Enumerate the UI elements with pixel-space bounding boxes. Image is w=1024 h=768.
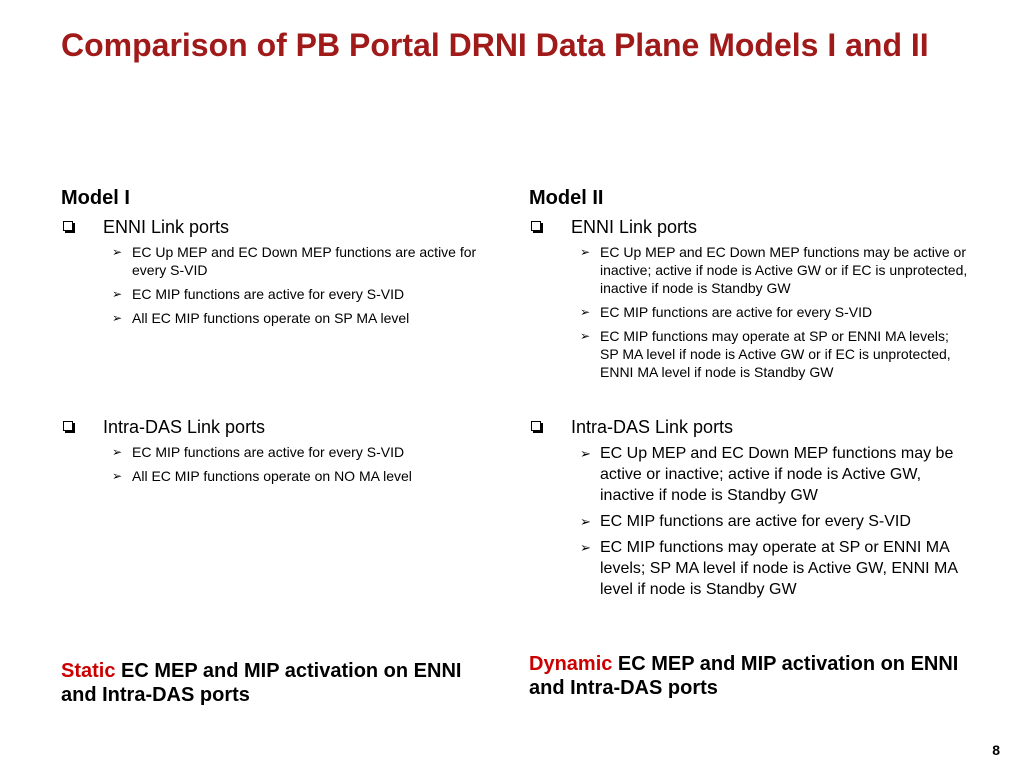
enni-link-ports-label: ENNI Link ports [103,217,230,237]
list-item: ➢ EC MIP functions are active for every S-VID [112,444,405,460]
arrow-bullet-icon: ➢ [112,311,123,325]
arrow-bullet-icon: ➢ [580,329,591,343]
list-item: ➢ All EC MIP functions operate on NO MA level [112,468,412,484]
enni-link-ports-item [529,216,969,238]
arrow-bullet-icon: ➢ [112,469,123,483]
summary-highlight: Dynamic [529,653,613,675]
arrow-bullet-icon: ➢ [112,287,123,301]
enni-link-ports-item [61,216,481,238]
list-item: ➢ EC Up MEP and EC Down MEP functions are active for every S-VID [112,244,477,278]
summary-text: EC MEP and MIP activation on ENNI and Intra-DAS ports [61,660,462,706]
intra-das-link-ports-item [61,416,481,438]
arrow-bullet-icon: ➢ [580,245,591,259]
model-2-intra-section [529,416,969,605]
model-1-column [61,186,481,484]
checkbox-bullet-icon [63,221,73,231]
list-item: ➢ EC MIP functions are active for every S-VID [580,304,873,320]
intra-das-link-ports-label: Intra-DAS Link ports [103,417,266,437]
model-2-column [529,186,969,598]
model-1-summary [61,659,501,707]
model-2-heading: Model II [529,187,604,209]
list-item: ➢ EC MIP functions may operate at SP or ENNI MA levels; SP MA level if node is Active GW or if EC is unprotected, ENNI MA level if node is Standby GW [580,328,951,380]
arrow-bullet-icon: ➢ [112,445,123,459]
arrow-bullet-icon: ➢ [580,305,591,319]
list-item: ➢ EC Up MEP and EC Down MEP functions may be active or inactive; active if node is Active GW, inactive if node is Standby GW [580,445,954,504]
list-item: ➢ All EC MIP functions operate on SP MA level [112,310,410,326]
summary-text: EC MEP and MIP activation on ENNI and Intra-DAS ports [529,653,959,699]
intra-das-link-ports-item [529,416,969,438]
model-2-summary [529,652,969,700]
model-1-heading: Model I [61,187,130,209]
arrow-bullet-icon: ➢ [580,540,591,555]
summary-highlight: Static [61,660,116,682]
model-1-enni-section [61,216,481,327]
arrow-bullet-icon: ➢ [112,245,123,259]
slide-title: Comparison of PB Portal DRNI Data Plane Models I and II [61,27,929,63]
list-item: ➢ EC Up MEP and EC Down MEP functions may be active or inactive; active if node is Active GW or if EC is unprotected, inactive if node is Standby GW [580,244,968,296]
model-1-intra-section [61,416,481,491]
page-number: 8 [992,742,1000,758]
list-item: ➢ EC MIP functions are active for every S-VID [580,513,911,530]
list-item: ➢ EC MIP functions are active for every S-VID [112,286,405,302]
checkbox-bullet-icon [63,421,73,431]
list-item: ➢ EC MIP functions may operate at SP or ENNI MA levels; SP MA level if node is Active GW, ENNI MA level if node is Standby GW [580,539,958,598]
model-2-enni-section [529,216,969,381]
arrow-bullet-icon: ➢ [580,446,591,461]
checkbox-bullet-icon [531,421,541,431]
intra-das-link-ports-label: Intra-DAS Link ports [571,417,734,437]
arrow-bullet-icon: ➢ [580,514,591,529]
checkbox-bullet-icon [531,221,541,231]
enni-link-ports-label: ENNI Link ports [571,217,698,237]
